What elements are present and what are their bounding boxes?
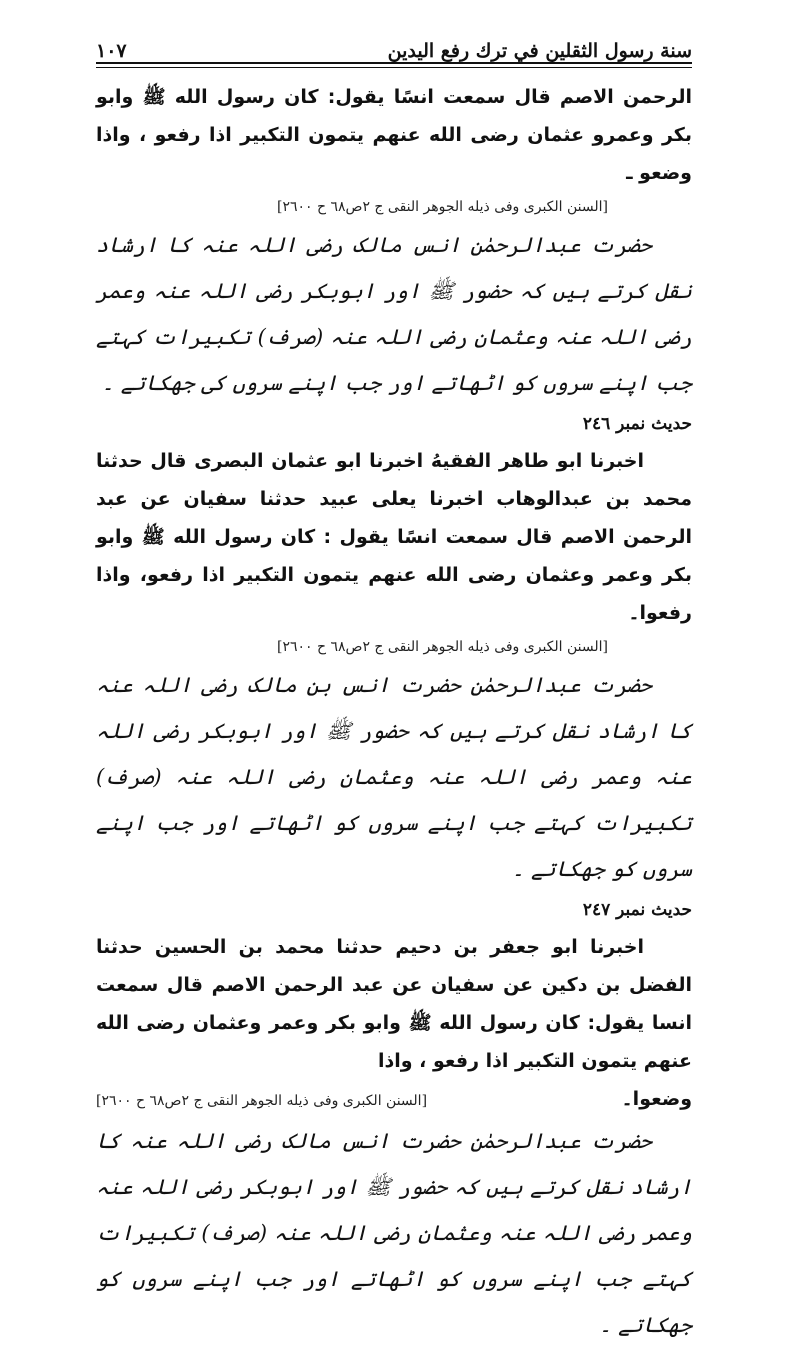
reference-3: [السنن الكبرى وفى ذيله الجوهر النقى ج ٢ص٦٨ ح ٢٦٠٠] [96,1093,428,1109]
page-number: ١٠٧ [96,40,127,62]
reference-2: [السنن الكبرى وفى ذيله الجوهر النقى ج ٢ص٦٨ ح ٢٦٠٠] [276,639,608,655]
arabic-text-block-2: اخبرنا ابو طاهر الفقيهُ اخبرنا ابو عثمان البصرى قال حدثنا محمد بن عبدالوهاب اخبرنا يعلى عبيد حدثنا سفيان عن عبد الرحمن الاصم قال سمعت انسًا يقول : كان رسول الله ﷺ وابو بكر وعمر وعثمان رضى الله عنهم يتمون التكبير اذا رفعو، واذا رفعوا۔ [96,450,692,624]
header-rule-top [96,62,692,64]
hadith-heading-246: حدیث نمبر ٢٤٦ [582,414,692,434]
urdu-translation-3: حضرت عبدالرحمٰن حضرت انس مالک رضی اللہ عنہ کا ارشاد نقل کرتے ہیں کہ حضور ﷺ اور ابوبکر رضی اللہ عنہ وعمر رضی اللہ عنہ وعثمان رضی اللہ عنہ (صرف) تکبیرات کہتے جب اپنے سروں کو اٹھاتے اور جب اپنے سروں کو جھکاتے ۔ [96,1129,692,1337]
page-header [96,22,692,62]
arabic-text-block-1: الرحمن الاصم قال سمعت انسًا يقول: كان رسول الله ﷺ وابو بكر وعمرو عثمان رضى الله عنهم يتمون التكبير اذا رفعو ، واذا وضعو ـ [96,86,692,184]
header-rule-bottom [96,67,692,68]
arabic-text-block-3: اخبرنا ابو جعفر بن دحيم حدثنا محمد بن الحسين حدثنا الفضل بن دكين عن سفيان عن عبد الرحمن الاصم قال سمعت انسا يقول: كان رسول الله ﷺ وابو بكر وعمر وعثمان رضى الله عنهم يتمون التكبير اذا رفعو ، واذا [96,936,692,1072]
reference-1: [السنن الكبرى وفى ذيله الجوهر النقى ج ٢ص٦٨ ح ٢٦٠٠] [276,199,608,215]
arabic-last-line-with-reference [96,1080,692,1118]
running-title: سنة رسول الثقلين في ترك رفع اليدين [387,40,692,62]
page-body [96,78,692,1348]
urdu-translation-2: حضرت عبدالرحمٰن حضرت انس بن مالک رضی اللہ عنہ کا ارشاد نقل کرتے ہیں کہ حضور ﷺ اور ابوبکر رضی اللہ عنہ وعمر رضی اللہ عنہ وعثمان رضی اللہ عنہ (صرف) تکبیرات کہتے جب اپنے سروں کو اٹھاتے اور جب اپنے سروں کو جھکاتے ۔ [96,673,692,881]
hadith-heading-247: حدیث نمبر ٢٤٧ [582,900,692,920]
arabic-text-block-3-end: وضعوا۔ [621,1088,692,1110]
urdu-translation-1: حضرت عبدالرحمٰن انس مالک رضی اللہ عنہ کا ارشاد نقل کرتے ہیں کہ حضور ﷺ اور ابوبکر رضی اللہ عنہ وعمر رضی اللہ عنہ وعثمان رضی اللہ عنہ (صرف) تکبیرات کہتے جب اپنے سروں کو اٹھاتے اور جب اپنے سروں کی جھکاتے ۔ [96,233,692,395]
